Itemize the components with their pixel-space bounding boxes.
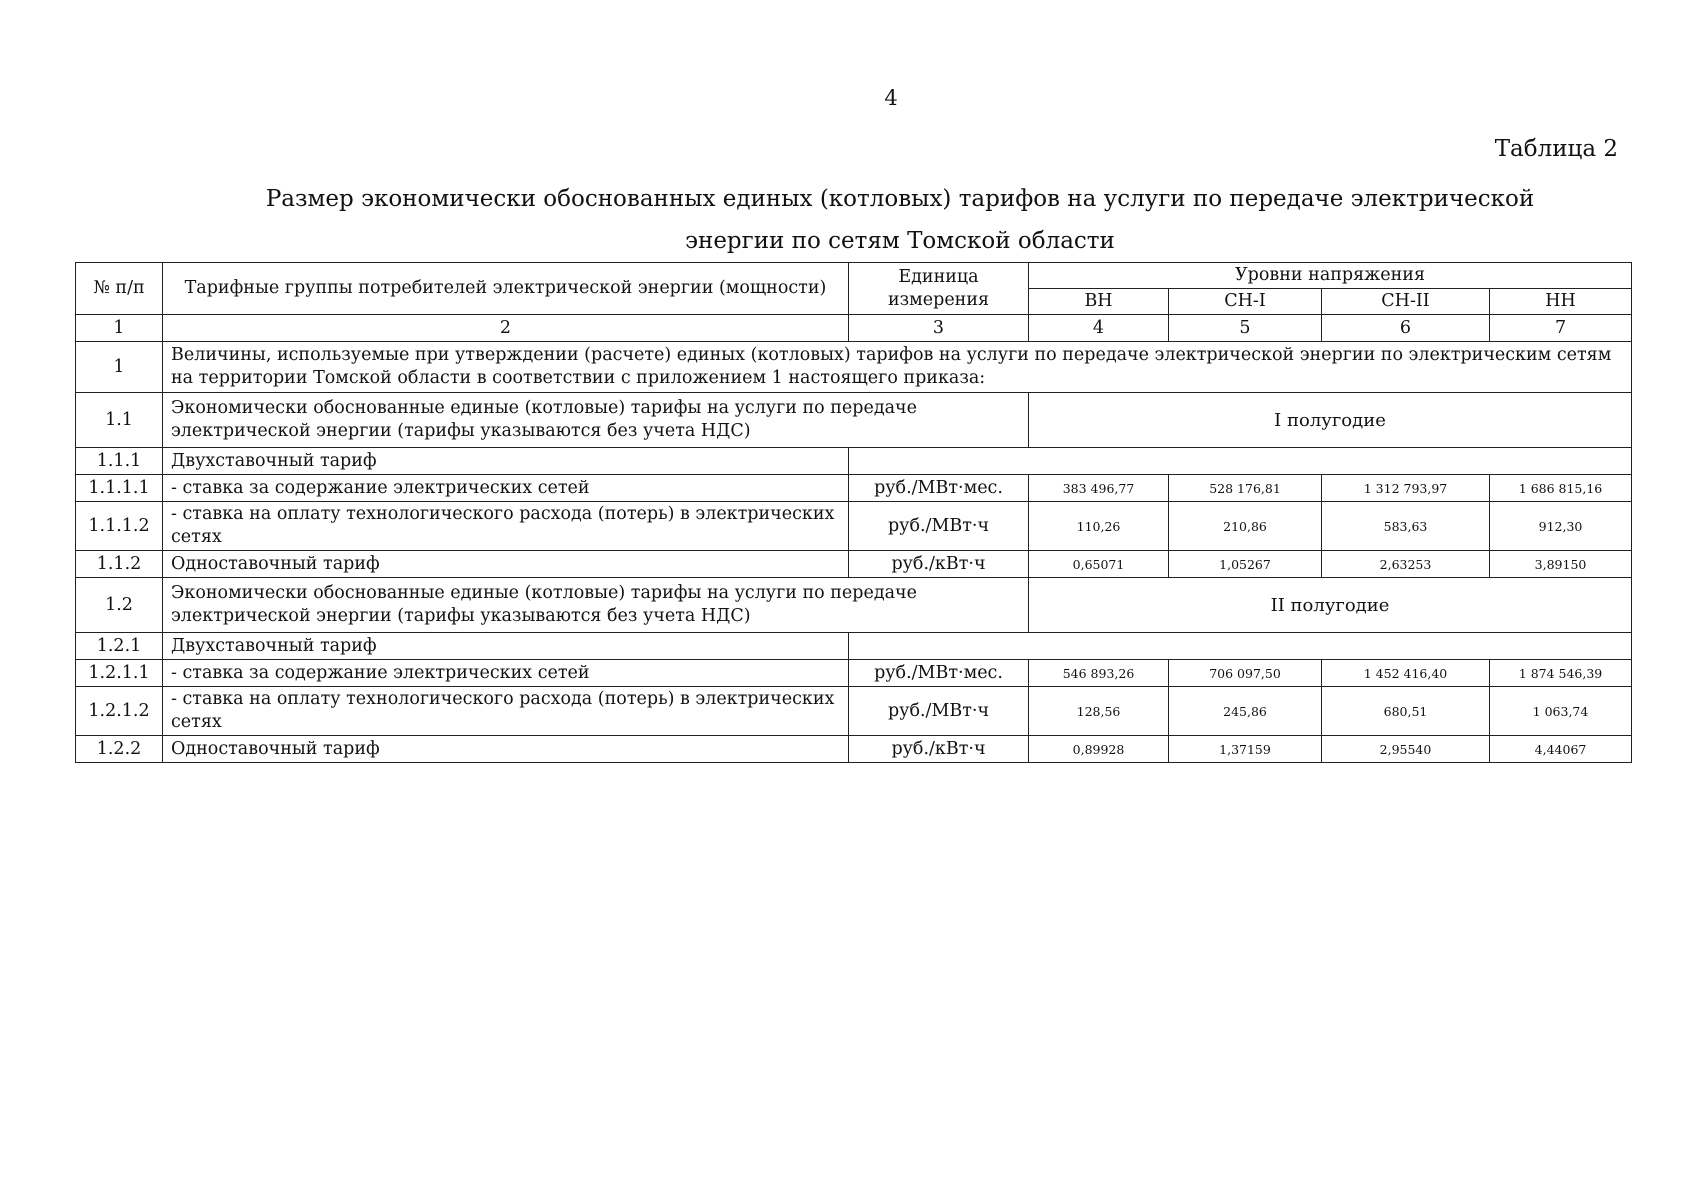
table-row — [76, 633, 1632, 660]
value-nn: 1 686 815,16 — [1490, 475, 1632, 502]
section-1-text: Величины, используемые при утверждении (расчете) единых (котловых) тарифов на услуги по передаче электрической энергии по электрическим сетям на территории Томской области в соответствии с приложением 1 настоящего приказа: — [163, 342, 1632, 393]
row-unit: руб./кВт·ч — [849, 736, 1029, 763]
row-label: - ставка за содержание электрических сетей — [163, 660, 849, 687]
column-number: 4 — [1029, 315, 1169, 342]
value-sn1: 1,37159 — [1169, 736, 1322, 763]
section-1-row — [76, 342, 1632, 393]
value-sn1: 528 176,81 — [1169, 475, 1322, 502]
row-number: 1.1.1 — [76, 448, 163, 475]
row-unit: руб./кВт·ч — [849, 551, 1029, 578]
document-title: Размер экономически обоснованных единых (котловых) тарифов на услуги по передаче электрической энергии по сетям Томской области — [265, 186, 1535, 254]
period-second-half: II полугодие — [1029, 578, 1632, 633]
table-row — [76, 687, 1632, 736]
value-nn: 4,44067 — [1490, 736, 1632, 763]
value-sn2: 2,95540 — [1322, 736, 1490, 763]
header-sn1: СН-I — [1169, 289, 1322, 315]
section-1-2-text: Экономически обоснованные единые (котловые) тарифы на услуги по передаче электрической энергии (тарифы указываются без учета НДС) — [163, 578, 1029, 633]
header-row — [76, 263, 1632, 289]
section-1-1-row — [76, 393, 1632, 448]
empty-cell — [849, 633, 1632, 660]
table-label: Таблица 2 — [1494, 136, 1618, 162]
row-unit: руб./МВт·мес. — [849, 660, 1029, 687]
row-number: 1 — [76, 342, 163, 393]
value-sn2: 583,63 — [1322, 502, 1490, 551]
column-number: 1 — [76, 315, 163, 342]
value-vn: 383 496,77 — [1029, 475, 1169, 502]
value-vn: 0,89928 — [1029, 736, 1169, 763]
table-row — [76, 551, 1632, 578]
table-row — [76, 502, 1632, 551]
column-number: 5 — [1169, 315, 1322, 342]
value-nn: 1 063,74 — [1490, 687, 1632, 736]
column-number: 7 — [1490, 315, 1632, 342]
column-number: 2 — [163, 315, 849, 342]
value-nn: 3,89150 — [1490, 551, 1632, 578]
row-number: 1.2 — [76, 578, 163, 633]
row-number: 1.2.1.2 — [76, 687, 163, 736]
row-label: - ставка на оплату технологического расхода (потерь) в электрических сетях — [163, 687, 849, 736]
header-vn: ВН — [1029, 289, 1169, 315]
section-1-2-row — [76, 578, 1632, 633]
table-row — [76, 475, 1632, 502]
row-label: Двухставочный тариф — [163, 633, 849, 660]
row-number: 1.1.2 — [76, 551, 163, 578]
value-sn2: 680,51 — [1322, 687, 1490, 736]
value-sn1: 210,86 — [1169, 502, 1322, 551]
value-sn2: 2,63253 — [1322, 551, 1490, 578]
empty-cell — [849, 448, 1632, 475]
value-nn: 912,30 — [1490, 502, 1632, 551]
header-unit: Единица измерения — [849, 263, 1029, 315]
value-nn: 1 874 546,39 — [1490, 660, 1632, 687]
table-row — [76, 736, 1632, 763]
row-label: Двухставочный тариф — [163, 448, 849, 475]
table-row — [76, 660, 1632, 687]
header-nn: НН — [1490, 289, 1632, 315]
page-number: 4 — [884, 86, 898, 110]
header-groups: Тарифные группы потребителей электрической энергии (мощности) — [163, 263, 849, 315]
row-number: 1.1 — [76, 393, 163, 448]
header-sn2: СН-II — [1322, 289, 1490, 315]
row-number: 1.2.1.1 — [76, 660, 163, 687]
row-number: 1.2.1 — [76, 633, 163, 660]
value-vn: 0,65071 — [1029, 551, 1169, 578]
column-number-row — [76, 315, 1632, 342]
value-sn2: 1 452 416,40 — [1322, 660, 1490, 687]
tariff-table — [75, 262, 1632, 763]
row-label: Одноставочный тариф — [163, 736, 849, 763]
row-label: - ставка на оплату технологического расхода (потерь) в электрических сетях — [163, 502, 849, 551]
header-num: № п/п — [76, 263, 163, 315]
section-1-1-text: Экономически обоснованные единые (котловые) тарифы на услуги по передаче электрической энергии (тарифы указываются без учета НДС) — [163, 393, 1029, 448]
table-row — [76, 448, 1632, 475]
row-number: 1.1.1.2 — [76, 502, 163, 551]
row-unit: руб./МВт·мес. — [849, 475, 1029, 502]
column-number: 6 — [1322, 315, 1490, 342]
header-voltage-levels: Уровни напряжения — [1029, 263, 1632, 289]
row-unit: руб./МВт·ч — [849, 502, 1029, 551]
row-number: 1.2.2 — [76, 736, 163, 763]
value-sn1: 1,05267 — [1169, 551, 1322, 578]
row-number: 1.1.1.1 — [76, 475, 163, 502]
row-unit: руб./МВт·ч — [849, 687, 1029, 736]
row-label: Одноставочный тариф — [163, 551, 849, 578]
value-vn: 546 893,26 — [1029, 660, 1169, 687]
value-sn1: 245,86 — [1169, 687, 1322, 736]
value-vn: 128,56 — [1029, 687, 1169, 736]
column-number: 3 — [849, 315, 1029, 342]
period-first-half: I полугодие — [1029, 393, 1632, 448]
value-vn: 110,26 — [1029, 502, 1169, 551]
row-label: - ставка за содержание электрических сетей — [163, 475, 849, 502]
value-sn2: 1 312 793,97 — [1322, 475, 1490, 502]
value-sn1: 706 097,50 — [1169, 660, 1322, 687]
